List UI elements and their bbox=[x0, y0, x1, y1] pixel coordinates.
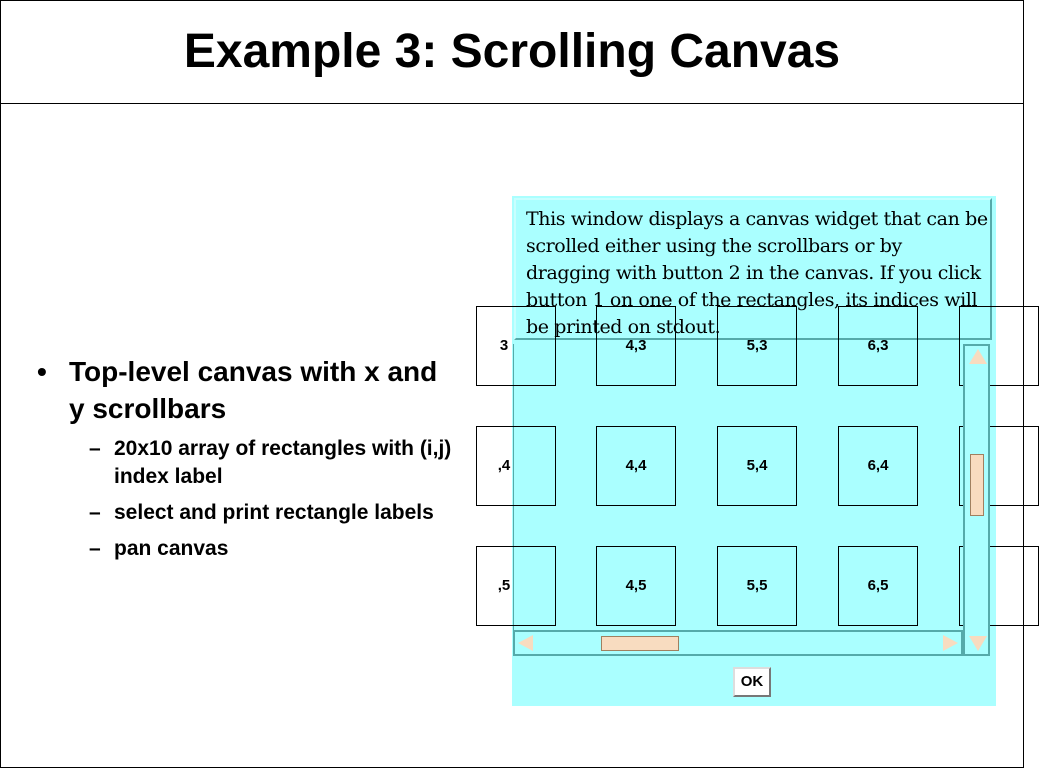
horizontal-scroll-thumb[interactable] bbox=[601, 636, 679, 651]
rectangle-label: 3 bbox=[499, 337, 509, 354]
sub-bullet-item bbox=[37, 499, 457, 527]
sub-bullet-text: 20x10 array of rectangles with (i,j) index label bbox=[114, 437, 452, 488]
rectangle-label: 5,4 bbox=[746, 457, 768, 474]
message-text: This window displays a canvas widget that can be scrolled either using the scrollbars or by dragging with button 2 in the canvas. If you click button 1 on one of the rectangles, its indices will be printed on stdout. bbox=[526, 208, 988, 338]
rectangle-label: 4,4 bbox=[625, 457, 647, 474]
scrolling-canvas[interactable] bbox=[497, 337, 964, 630]
scroll-left-arrow-icon[interactable] bbox=[518, 635, 533, 651]
sub-bullet-item bbox=[37, 435, 457, 491]
dash-icon: – bbox=[89, 501, 101, 524]
bullet-icon: • bbox=[37, 356, 47, 387]
rectangle-label: 4,5 bbox=[625, 577, 647, 594]
dash-icon: – bbox=[89, 437, 101, 460]
title-bar bbox=[1, 1, 1023, 104]
rectangle-label: 6,4 bbox=[867, 457, 889, 474]
rectangle-label: ,5 bbox=[497, 577, 511, 594]
sub-bullet-item bbox=[37, 535, 457, 563]
rectangle-label: ,4 bbox=[497, 457, 511, 474]
ok-button[interactable]: OK bbox=[733, 667, 771, 697]
scroll-down-arrow-icon[interactable] bbox=[969, 636, 987, 651]
rectangle-label: 5,5 bbox=[746, 577, 768, 594]
scroll-right-arrow-icon[interactable] bbox=[943, 635, 958, 651]
rectangle-label: 6,3 bbox=[867, 337, 889, 354]
slide-title: Example 3: Scrolling Canvas bbox=[183, 25, 841, 78]
sub-bullet-text: select and print rectangle labels bbox=[114, 501, 434, 524]
sub-bullet-list bbox=[37, 435, 457, 563]
bullet-item bbox=[37, 353, 457, 427]
rectangle-label: 5,3 bbox=[746, 337, 768, 354]
vertical-scroll-thumb[interactable] bbox=[970, 454, 984, 516]
bullet-text: Top-level canvas with x and y scrollbars bbox=[69, 356, 438, 424]
scroll-up-arrow-icon[interactable] bbox=[969, 349, 987, 364]
vertical-scrollbar[interactable] bbox=[963, 344, 990, 656]
horizontal-scrollbar[interactable] bbox=[513, 630, 963, 656]
dash-icon: – bbox=[89, 537, 101, 560]
rectangle-label: 4,3 bbox=[625, 337, 647, 354]
tk-window bbox=[497, 196, 996, 706]
sub-bullet-text: pan canvas bbox=[114, 537, 229, 560]
rectangle-label: 6,5 bbox=[867, 577, 889, 594]
bullet-list bbox=[37, 353, 457, 571]
